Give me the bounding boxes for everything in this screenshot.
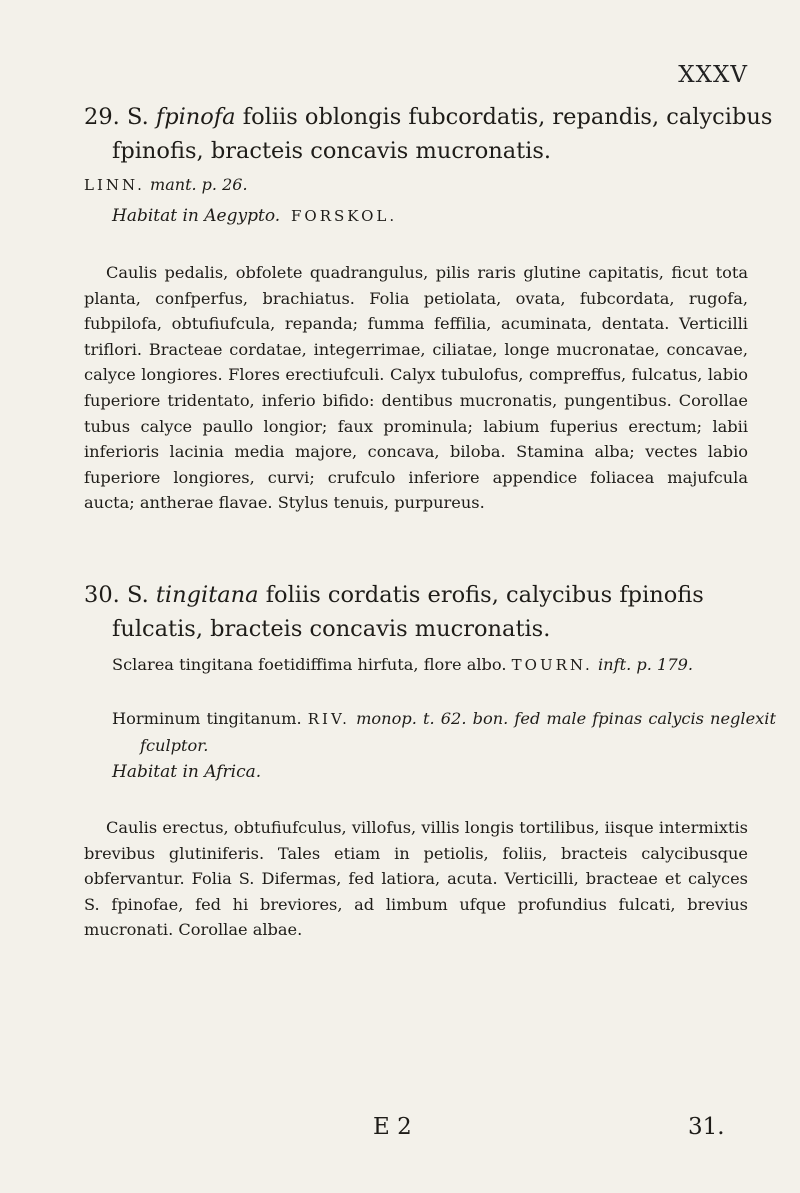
- signature-mark: E 2: [373, 1114, 412, 1140]
- habitat-place-30: Africa.: [204, 762, 262, 782]
- page-number: XXXV: [678, 62, 748, 88]
- entry-30-genus: S.: [126, 582, 149, 608]
- entry-29-habitat: [112, 206, 776, 226]
- synonym-1-ref: inft. p. 179.: [597, 655, 694, 674]
- entry-30-synonym-1: [112, 652, 776, 679]
- entry-29-description: Caulis pedalis, obfolete quadrangulus, pilis raris glutine capitatis, ficut tota planta, confperfus, brachiatus. Folia petiolata, ovata, fubcordata, rugofa, fubpilofa, obtufiufcula, repanda; fumma feffilia, acuminata, dentata. Verticilli triflori. Bracteae cordatae, integerrimae, ciliatae, longe mucronatae, concavae, calyce longiores. Flores erectiufculi. Calyx tubulofus, compreffus, fulcatus, labio fuperiore tridentato, inferio bifido: dentibus mucronatis, pungentibus. Corollae tubus calyce paullo longior; faux prominula; labium fuperius erectum; labii inferioris lacinia media majore, concava, biloba. Stamina alba; vectes labio fuperiore longiores, curvi; crufculo inferiore appendice foliacea majufcula aucta; antherae flavae. Stylus tenuis, purpureus.: [84, 263, 748, 513]
- entry-30-species: tingitana: [155, 582, 259, 608]
- entry-29-genus: S.: [126, 104, 149, 130]
- entry-29-ref-work: mant.: [150, 175, 197, 194]
- habitat-label-30: Habitat in: [112, 762, 199, 782]
- synonym-1-text: Sclarea tingitana foetidiffima hirfuta, flore albo.: [112, 655, 507, 674]
- synonym-2-author: RIV.: [307, 710, 350, 728]
- entry-29-species: fpinofa: [155, 104, 236, 130]
- habitat-label: Habitat in: [112, 206, 199, 226]
- entry-30-description: Caulis erectus, obtufiufculus, villofus, villis longis tortilibus, iisque intermixtis brevibus glutiniferis. Tales etiam in petiolis, foliis, bracteis calycibusque obfervantur. Folia S. Difermas, fed latiora, acuta. Verticilli, bracteae et calyces S. fpinofae, fed hi breviores, ad limbum ufque profundius fulcati, brevius mucronati. Corollae albae.: [84, 818, 748, 940]
- entry-30-number: 30.: [84, 582, 120, 608]
- entry-30-synonym-2: [112, 706, 776, 758]
- synonym-2-text: Horminum tingitanum.: [112, 709, 302, 728]
- entry-29-diagnosis: foliis oblongis fubcordatis, repandis, calycibus fpinofis, bracteis concavis mucronatis.: [112, 104, 773, 164]
- synonym-1-author: TOURN.: [511, 656, 593, 674]
- habitat-place: Aegypto.: [204, 206, 281, 226]
- catchword: 31.: [688, 1114, 725, 1140]
- entry-29-ref-author: LINN.: [84, 176, 145, 194]
- entry-30-diagnosis: foliis cordatis erofis, calycibus fpinofis fulcatis, bracteis concavis mucronatis.: [112, 582, 704, 642]
- habitat-author: FORSKOL.: [290, 207, 398, 225]
- entry-29-heading: [84, 100, 776, 202]
- entry-30-heading: [84, 578, 776, 646]
- entry-29-number: 29.: [84, 104, 120, 130]
- entry-29-ref-page: p. 26.: [201, 175, 248, 194]
- synonym-2-ref: monop. t. 62. bon. fed male fpinas calycis neglexit fculptor.: [140, 709, 776, 755]
- entry-30-habitat: [112, 762, 776, 782]
